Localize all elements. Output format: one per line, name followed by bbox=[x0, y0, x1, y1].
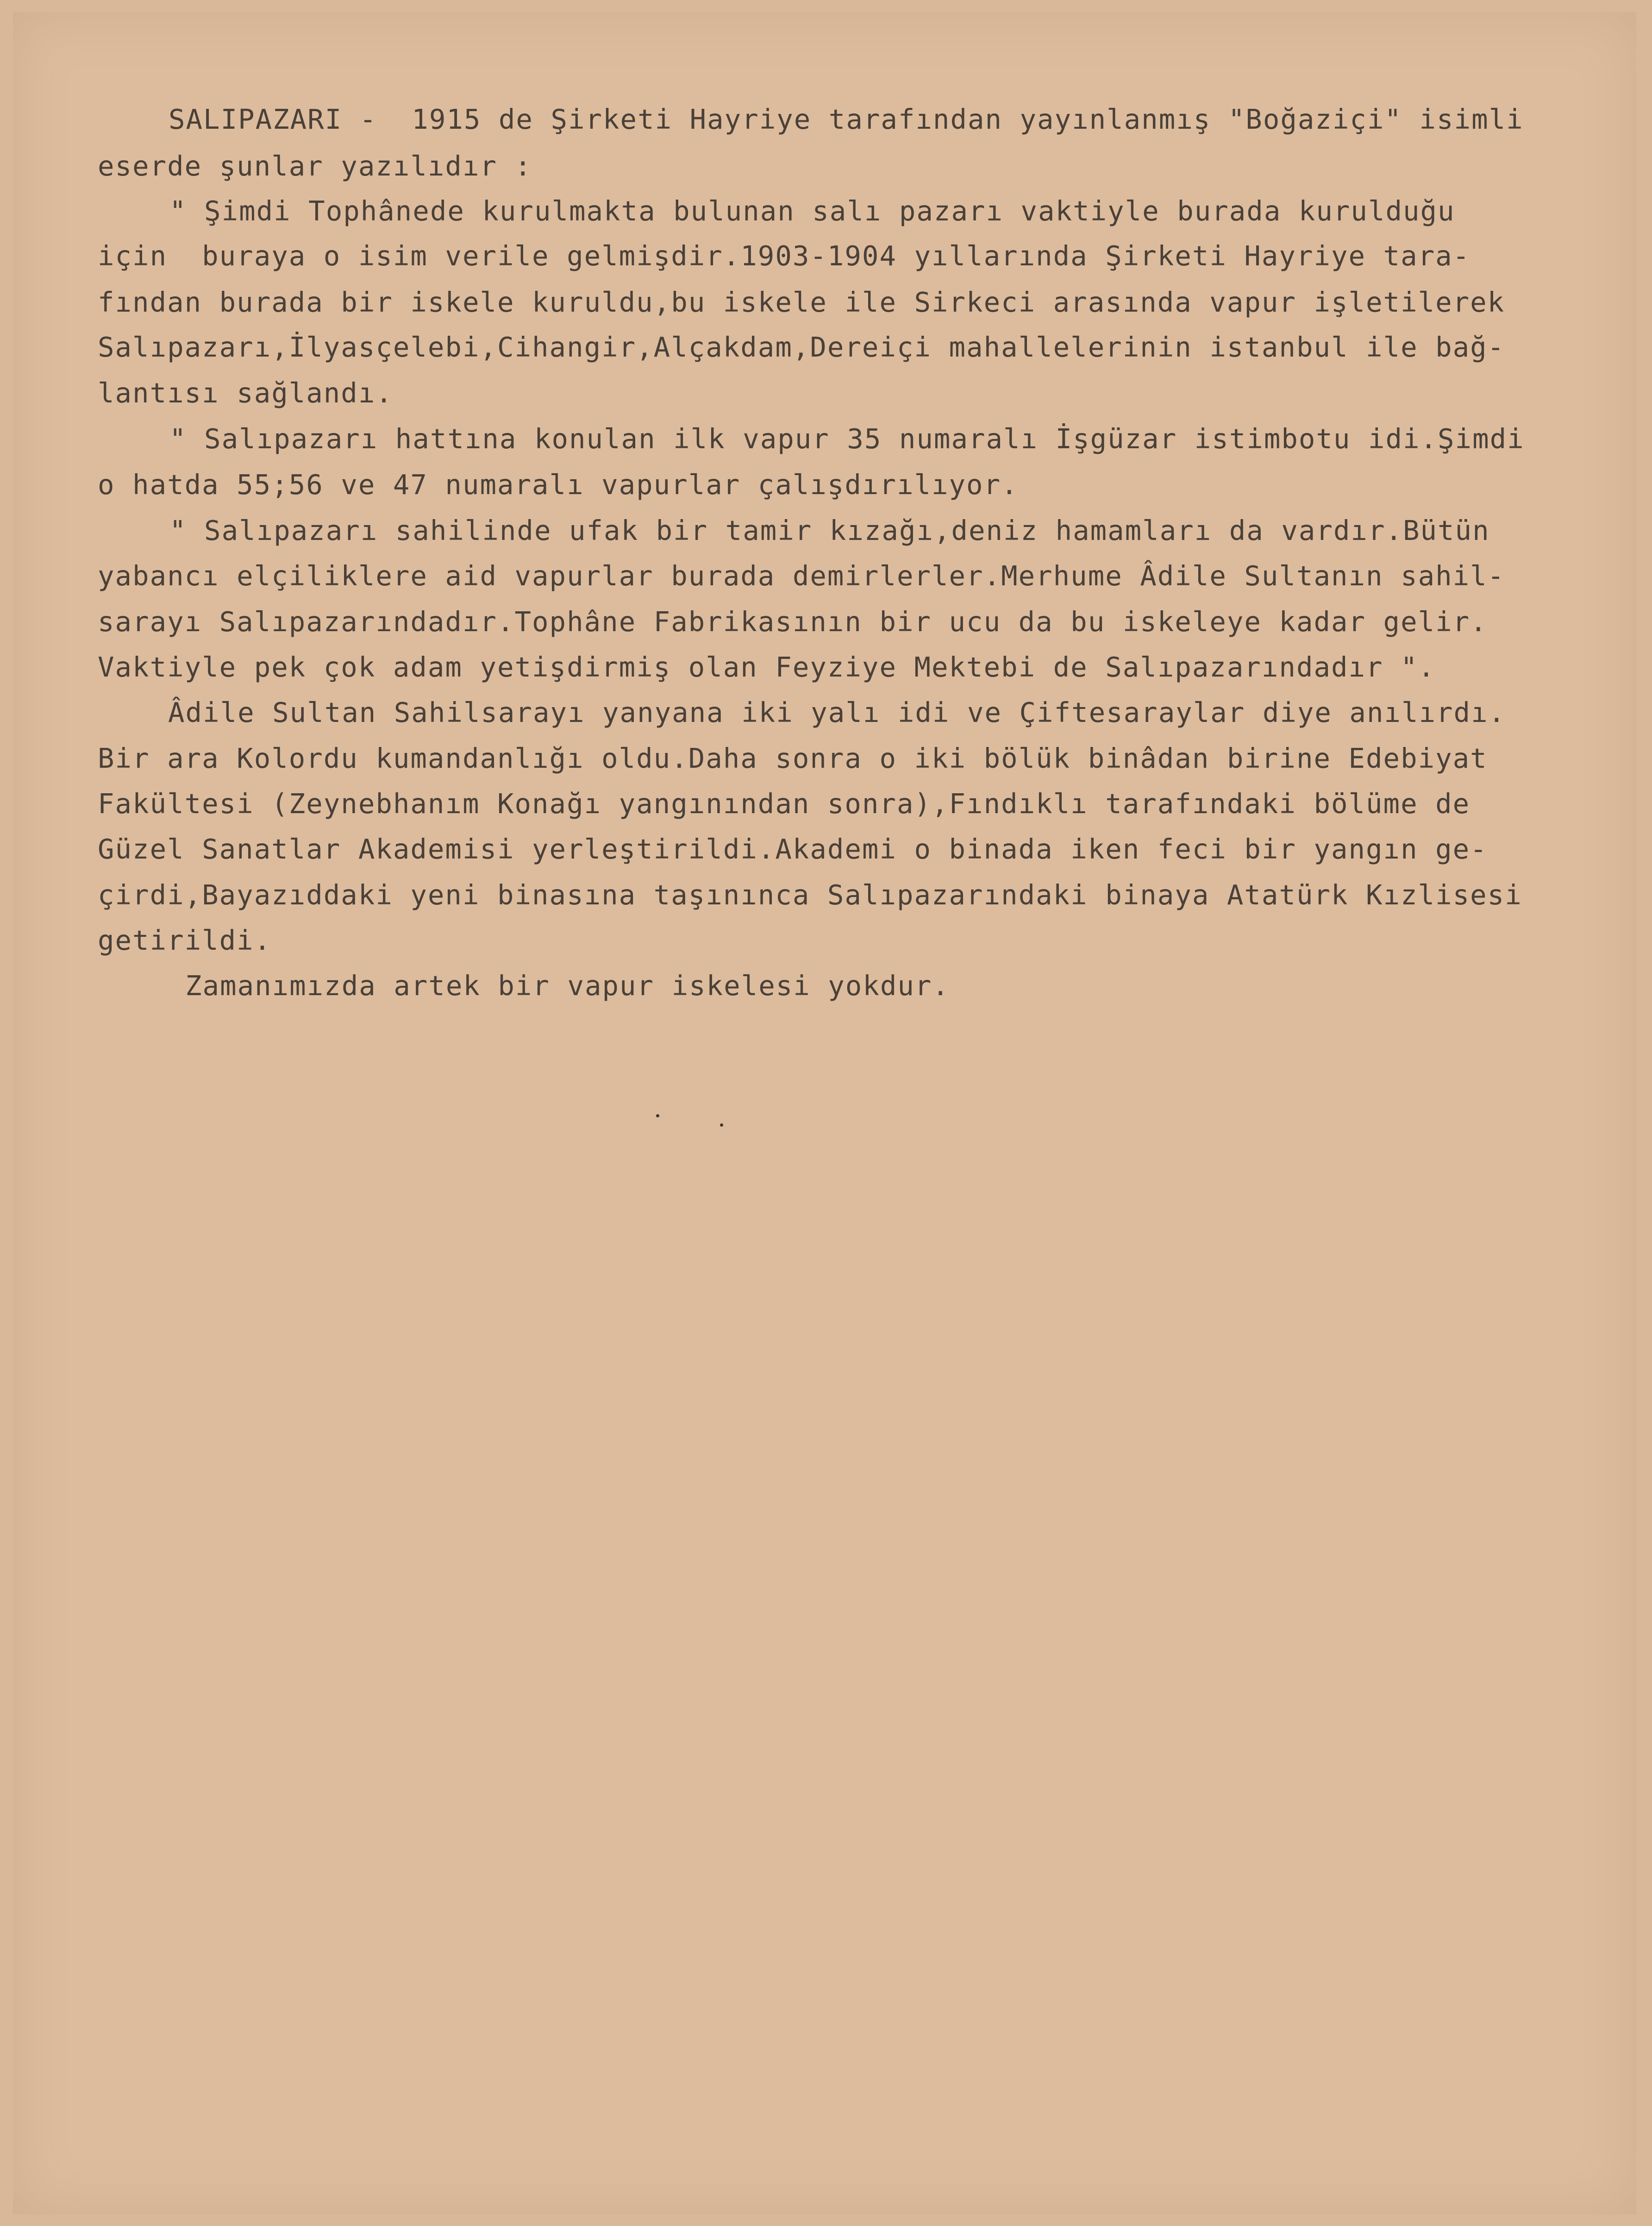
text-line: SALIPAZARI - 1915 de Şirketi Hayriye tarafından yayınlanmış "Boğaziçi" isimli bbox=[169, 103, 1524, 135]
text-line: Fakültesi (Zeynebhanım Konağı yangınından sonra),Fındıklı tarafındaki bölüme de bbox=[98, 788, 1471, 820]
text-line: lantısı sağlandı. bbox=[98, 377, 393, 409]
text-line: için buraya o isim verile gelmişdir.1903-1904 yıllarında Şirketi Hayriye tara- bbox=[98, 240, 1471, 272]
text-line: sarayı Salıpazarındadır.Tophâne Fabrikasının bir ucu da bu iskeleye kadar gelir. bbox=[98, 606, 1488, 638]
text-line: fından burada bir iskele kuruldu,bu iskele ile Sirkeci arasında vapur işletilerek bbox=[98, 286, 1505, 318]
text-line: Salıpazarı,İlyasçelebi,Cihangir,Alçakdam,Dereiçi mahallelerinin istanbul ile bağ- bbox=[98, 331, 1505, 363]
ink-speck bbox=[720, 1123, 723, 1127]
text-line: Zamanımızda artek bir vapur iskelesi yokdur. bbox=[185, 970, 950, 1002]
text-line: " Şimdi Tophânede kurulmakta bulunan salı pazarı vaktiyle burada kurulduğu bbox=[169, 195, 1455, 227]
paper-sheet bbox=[13, 12, 1636, 2214]
text-line: Âdile Sultan Sahilsarayı yanyana iki yalı idi ve Çiftesaraylar diye anılırdı. bbox=[168, 696, 1506, 728]
text-line: eserde şunlar yazılıdır : bbox=[98, 150, 532, 182]
text-line: Vaktiyle pek çok adam yetişdirmiş olan Feyziye Mektebi de Salıpazarındadır ". bbox=[98, 651, 1436, 683]
ink-speck bbox=[656, 1114, 659, 1117]
text-line: " Salıpazarı sahilinde ufak bir tamir kızağı,deniz hamamları da vardır.Bütün bbox=[169, 514, 1490, 546]
text-line: çirdi,Bayazıddaki yeni binasına taşınınca Salıpazarındaki binaya Atatürk Kızlisesi bbox=[98, 879, 1522, 911]
text-line: Bir ara Kolordu kumandanlığı oldu.Daha sonra o iki bölük binâdan birine Edebiyat bbox=[98, 742, 1488, 774]
text-line: Güzel Sanatlar Akademisi yerleştirildi.Akademi o binada iken feci bir yangın ge- bbox=[98, 833, 1488, 865]
text-line: o hatda 55;56 ve 47 numaralı vapurlar çalışdırılıyor. bbox=[98, 469, 1019, 501]
text-line: " Salıpazarı hattına konulan ilk vapur 35 numaralı İşgüzar istimbotu idi.Şimdi bbox=[169, 423, 1525, 455]
text-line: getirildi. bbox=[98, 924, 272, 956]
text-line: yabancı elçiliklere aid vapurlar burada demirlerler.Merhume Âdile Sultanın sahil- bbox=[98, 560, 1505, 592]
